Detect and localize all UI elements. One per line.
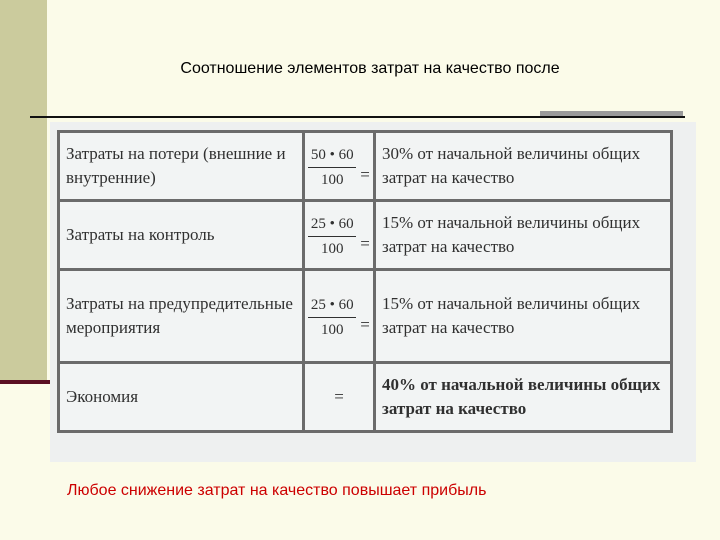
formula-cell <box>305 133 373 199</box>
row-result: 40% от начальной величины общих затрат на качество <box>376 364 670 430</box>
fraction-denominator: 100 <box>320 322 344 338</box>
cost-ratio-table <box>57 130 673 433</box>
fraction-bar <box>308 317 356 318</box>
row-result: 15% от начальной величины общих затрат на качество <box>376 202 670 268</box>
title-rule <box>30 116 685 118</box>
fraction <box>308 295 370 340</box>
fraction-numerator: 25 • 60 <box>310 216 354 232</box>
row-label: Экономия <box>60 364 302 430</box>
equals-cell: = <box>305 364 373 430</box>
row-label: Затраты на потери (внешние и внутренние) <box>60 133 302 199</box>
conclusion-text: Любое снижение затрат на качество повышает прибыль <box>67 482 487 499</box>
formula-cell <box>305 271 373 361</box>
fraction-numerator: 25 • 60 <box>310 297 354 313</box>
table-row <box>60 364 670 430</box>
row-label: Затраты на предупредительные мероприятия <box>60 271 302 361</box>
row-result: 15% от начальной величины общих затрат на качество <box>376 271 670 361</box>
equals-sign: = <box>360 164 370 184</box>
fraction <box>308 145 370 190</box>
formula-cell <box>305 202 373 268</box>
table-row <box>60 133 670 199</box>
table-row <box>60 271 670 361</box>
equals-sign: = <box>360 314 370 334</box>
row-label: Затраты на контроль <box>60 202 302 268</box>
fraction-bar <box>308 236 356 237</box>
fraction-denominator: 100 <box>320 241 344 257</box>
table-row <box>60 202 670 268</box>
slide-title: Соотношение элементов затрат на качество после <box>180 60 560 77</box>
fraction <box>308 214 370 259</box>
cost-table-image <box>50 122 696 462</box>
fraction-bar <box>308 167 356 168</box>
equals-sign: = <box>360 233 370 253</box>
left-band-lower <box>0 384 47 540</box>
fraction-numerator: 50 • 60 <box>310 147 354 163</box>
fraction-denominator: 100 <box>320 172 344 188</box>
row-result: 30% от начальной величины общих затрат на качество <box>376 133 670 199</box>
